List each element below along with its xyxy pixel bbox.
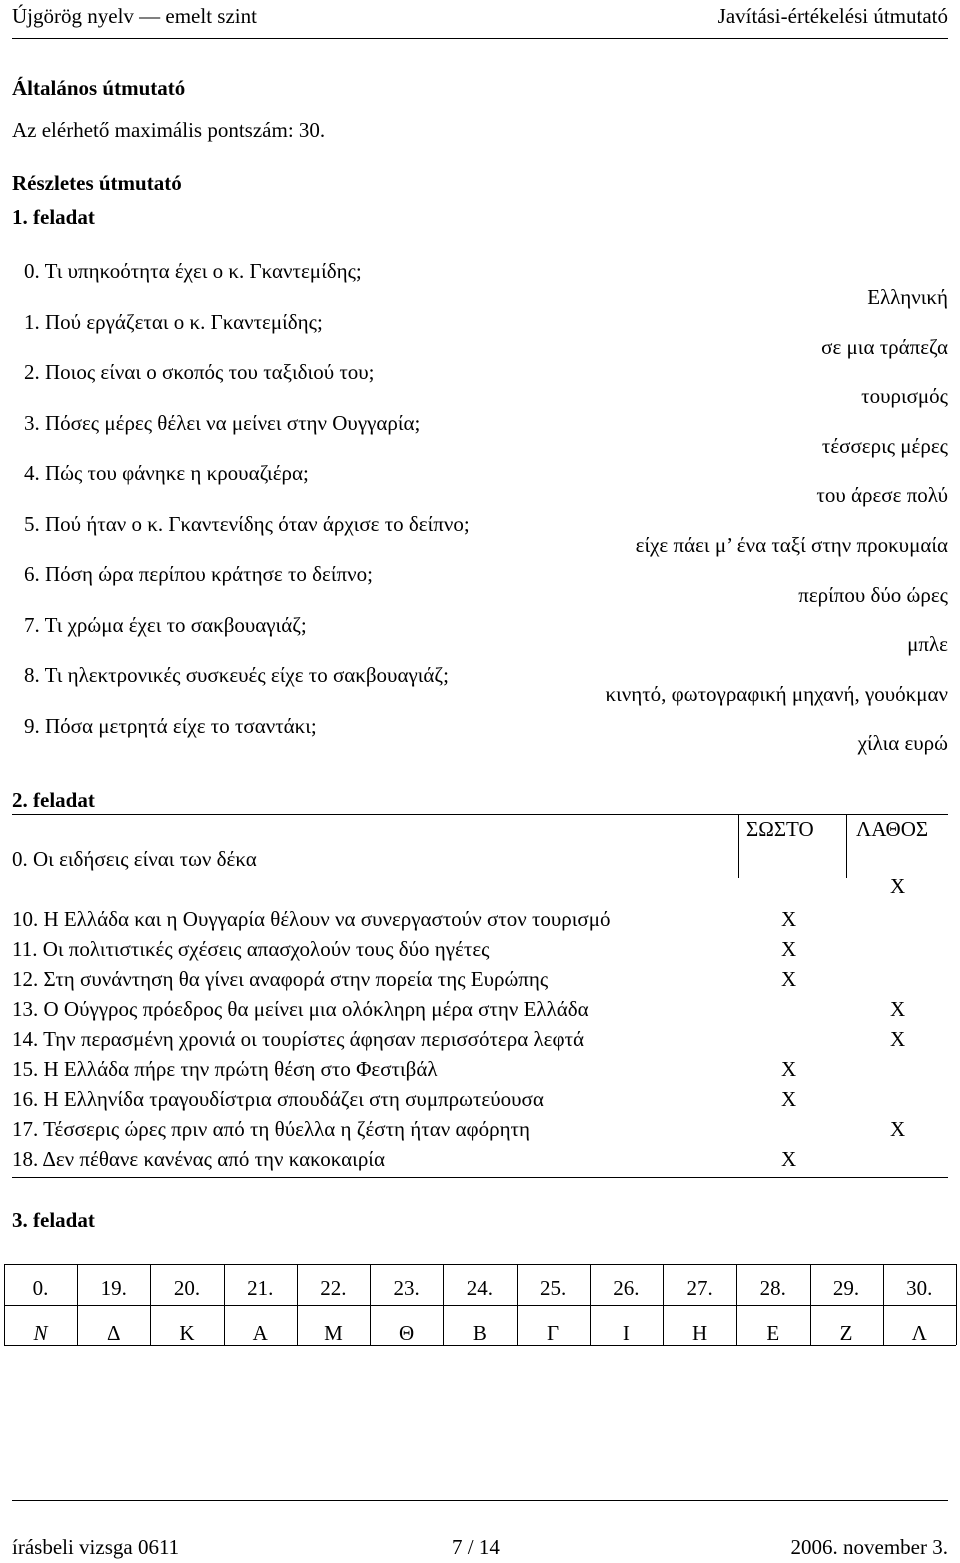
task1-title: 1. feladat xyxy=(12,205,95,229)
answer-number: 29. xyxy=(832,1276,860,1300)
task3-title: 3. feladat xyxy=(12,1208,95,1232)
table-row-mark-correct: X xyxy=(781,1087,797,1111)
answer-number: 26. xyxy=(613,1276,640,1300)
table-row-text: 17. Τέσσερις ώρες πριν από τη θύελλα η ζέστη ήταν αφόρητη xyxy=(12,1117,530,1141)
table-row-mark-correct: X xyxy=(781,967,797,991)
task1-answer: σε μια τράπεζα xyxy=(821,334,948,359)
footer-left: írásbeli vizsga 0611 xyxy=(12,1535,180,1559)
task1-question: 5. Πού ήταν ο κ. Γκαντενίδης όταν άρχισε το δείπνο; xyxy=(24,511,470,536)
task1-answer: είχε πάει μ’ ένα ταξί στην προκυμαία xyxy=(635,533,948,557)
footer-center: 7 / 14 xyxy=(452,1535,500,1559)
table-top-border xyxy=(12,814,948,815)
table-row-text: 15. Η Ελλάδα πήρε την πρώτη θέση στο Φεστιβάλ xyxy=(12,1057,438,1081)
table-row-text: 11. Οι πολιτιστικές σχέσεις απασχολούν τους δύο ηγέτες xyxy=(12,937,490,961)
table-row-text: 13. Ο Ούγγρος πρόεδρος θα μείνει μια ολόκληρη μέρα στην Ελλάδα xyxy=(12,997,589,1021)
table-row-text: 18. Δεν πέθανε κανένας από την κακοκαιρία xyxy=(12,1147,385,1171)
task1-answer: μπλε xyxy=(907,632,948,657)
answer-letter: Α xyxy=(252,1321,268,1345)
table-bottom-border xyxy=(12,1177,948,1178)
table-row-mark-wrong: X xyxy=(890,997,906,1021)
answer-letter: Ν xyxy=(33,1321,48,1345)
answer-letter: Δ xyxy=(106,1321,121,1345)
task1-question: 6. Πόση ώρα περίπου κράτησε το δείπνο; xyxy=(24,562,373,586)
task1-answer: τουρισμός xyxy=(861,384,948,409)
task1-question: 7. Τι χρώμα έχει το σακβουαγιάζ; xyxy=(24,612,307,637)
grid-line xyxy=(956,1264,957,1345)
table-row-mark-correct: X xyxy=(781,907,797,931)
task1-question: 8. Τι ηλεκτρονικές συσκευές είχε το σακβουαγιάζ; xyxy=(24,663,449,687)
task1-answer: περίπου δύο ώρες xyxy=(798,582,948,607)
task1-question: 9. Πόσα μετρητά είχε το τσαντάκι; xyxy=(24,713,317,738)
detailed-title: Részletes útmutató xyxy=(12,171,182,195)
table-row-text: 16. Η Ελληνίδα τραγουδίστρια σπουδάζει στη συμπρωτεύουσα xyxy=(12,1087,544,1111)
table-row-mark-correct: X xyxy=(781,937,797,961)
table-row-mark-wrong: X xyxy=(890,1117,906,1141)
answer-number: 0. xyxy=(32,1276,49,1300)
task1-answer: του άρεσε πολύ xyxy=(816,483,948,508)
answer-letter: Κ xyxy=(179,1321,195,1345)
table-row-mark-correct: X xyxy=(781,1147,797,1171)
task2-title: 2. feladat xyxy=(12,788,95,812)
answer-number: 20. xyxy=(173,1276,201,1300)
table-col-divider xyxy=(846,814,847,878)
table-row-mark-correct: X xyxy=(781,1057,797,1081)
answer-number: 24. xyxy=(466,1276,493,1300)
table-row-text: 14. Την περασμένη χρονιά οι τουρίστες άφησαν περισσότερα λεφτά xyxy=(12,1027,585,1051)
table-row-text: 10. Η Ελλάδα και η Ουγγαρία θέλουν να συνεργαστούν στον τουρισμό xyxy=(12,907,611,931)
general-title: Általános útmutató xyxy=(12,76,186,100)
table-row-text: 0. Οι ειδήσεις είναι των δέκα xyxy=(12,847,257,871)
table-row-mark-wrong: X xyxy=(890,1027,906,1051)
grid-line xyxy=(4,1264,956,1265)
answer-letter: Γ xyxy=(547,1321,560,1345)
footer-rule xyxy=(12,1500,948,1501)
task1-answer: χίλια ευρώ xyxy=(857,731,948,756)
answer-number: 28. xyxy=(759,1276,786,1300)
header-left: Újgörög nyelv — emelt szint xyxy=(12,4,257,28)
task1-question: 3. Πόσες μέρες θέλει να μείνει στην Ουγγαρία; xyxy=(24,410,421,435)
answer-number: 23. xyxy=(393,1276,420,1300)
answer-number: 25. xyxy=(539,1276,567,1300)
answer-letter: Ι xyxy=(622,1321,630,1345)
task1-question: 4. Πώς του φάνηκε η κρουαζιέρα; xyxy=(24,461,309,485)
answer-letter: Μ xyxy=(324,1321,343,1345)
task1-question: 1. Πού εργάζεται ο κ. Γκαντεμίδης; xyxy=(24,309,323,334)
table-row-mark-wrong: X xyxy=(890,874,906,898)
answer-number: 22. xyxy=(320,1276,347,1300)
answer-letter: Ε xyxy=(766,1321,780,1345)
answer-number: 30. xyxy=(906,1276,933,1300)
table-row-text: 12. Στη συνάντηση θα γίνει αναφορά στην πορεία της Ευρώπης xyxy=(12,967,549,991)
footer-right: 2006. november 3. xyxy=(790,1535,948,1559)
task1-answer: κινητό, φωτογραφική μηχανή, γουόκμαν xyxy=(605,681,948,706)
task1-question: 0. Τι υπηκοότητα έχει ο κ. Γκαντεμίδης; xyxy=(24,259,362,283)
task1-answer: τέσσερις μέρες xyxy=(821,433,948,458)
max-points: Az elérhető maximális pontszám: 30. xyxy=(12,118,326,142)
col-header-wrong: ΛΑΘΟΣ xyxy=(856,817,929,841)
grid-line xyxy=(4,1305,956,1306)
task1-question: 2. Ποιος είναι ο σκοπός του ταξιδιού του; xyxy=(24,360,375,384)
header-rule xyxy=(12,38,948,39)
answer-number: 27. xyxy=(686,1276,713,1300)
answer-letter: Η xyxy=(691,1321,708,1345)
answer-number: 21. xyxy=(247,1276,274,1300)
answer-letter: Β xyxy=(472,1321,487,1345)
answer-letter: Λ xyxy=(911,1321,927,1345)
header-right: Javítási-értékelési útmutató xyxy=(717,4,948,28)
task1-answer: Ελληνική xyxy=(867,285,948,309)
col-header-correct: ΣΩΣΤΟ xyxy=(746,817,814,841)
answer-letter: Ζ xyxy=(839,1321,853,1345)
answer-number: 19. xyxy=(100,1276,127,1300)
table-col-divider xyxy=(738,814,739,878)
answer-letter: Θ xyxy=(399,1321,415,1345)
